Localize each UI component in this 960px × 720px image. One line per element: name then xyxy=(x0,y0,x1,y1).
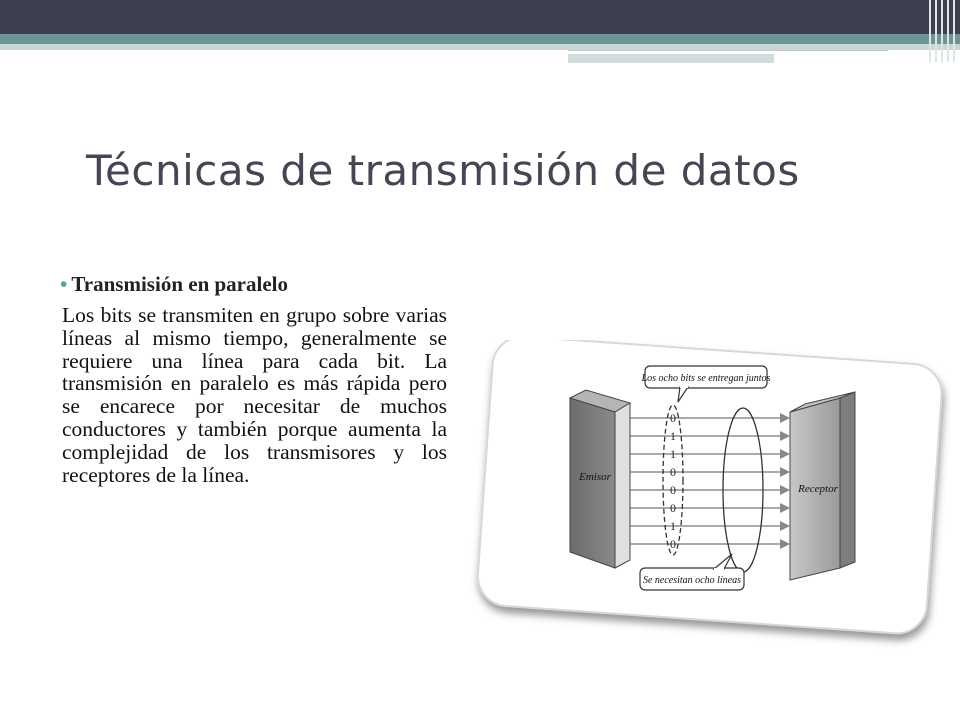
bit-0: 0 xyxy=(670,411,676,425)
bit-2: 1 xyxy=(670,447,676,461)
bullet-item xyxy=(60,272,460,297)
bit-1: 1 xyxy=(670,429,676,443)
header-bar-dark xyxy=(0,0,960,34)
bit-3: 0 xyxy=(670,465,676,479)
bit-5: 0 xyxy=(670,501,676,515)
header-vertical-stripes xyxy=(925,0,960,62)
bullet-heading: Transmisión en paralelo xyxy=(71,272,288,296)
body-paragraph: Los bits se transmiten en grupo sobre varias líneas al mismo tiempo, generalmente se requiere una línea para cada bit. La transmisión en paralelo es más rápida pero se encarece por necesitar de muchos conductores y también porque aumenta la complejidad de los transmisores y los receptores de la línea. xyxy=(62,303,447,487)
receiver-label: Receptor xyxy=(798,483,838,495)
header-bar-teal xyxy=(0,34,960,44)
callout-top-text: Los ocho bits se entregan juntos xyxy=(641,373,771,384)
slide-title: Técnicas de transmisión de datos xyxy=(86,146,800,195)
bit-4: 0 xyxy=(670,483,676,497)
receiver-box xyxy=(790,392,855,580)
emitter-label: Emisor xyxy=(579,471,611,483)
emitter-box xyxy=(570,390,630,568)
parallel-transmission-figure xyxy=(470,340,950,650)
diagram-svg xyxy=(470,340,950,650)
bit-7: 0 xyxy=(670,537,676,551)
callout-bottom-text: Se necesitan ocho líneas xyxy=(642,575,742,586)
bit-6: 1 xyxy=(670,519,676,533)
bullet-marker: • xyxy=(60,272,68,296)
header-strip-secondary xyxy=(568,54,774,63)
